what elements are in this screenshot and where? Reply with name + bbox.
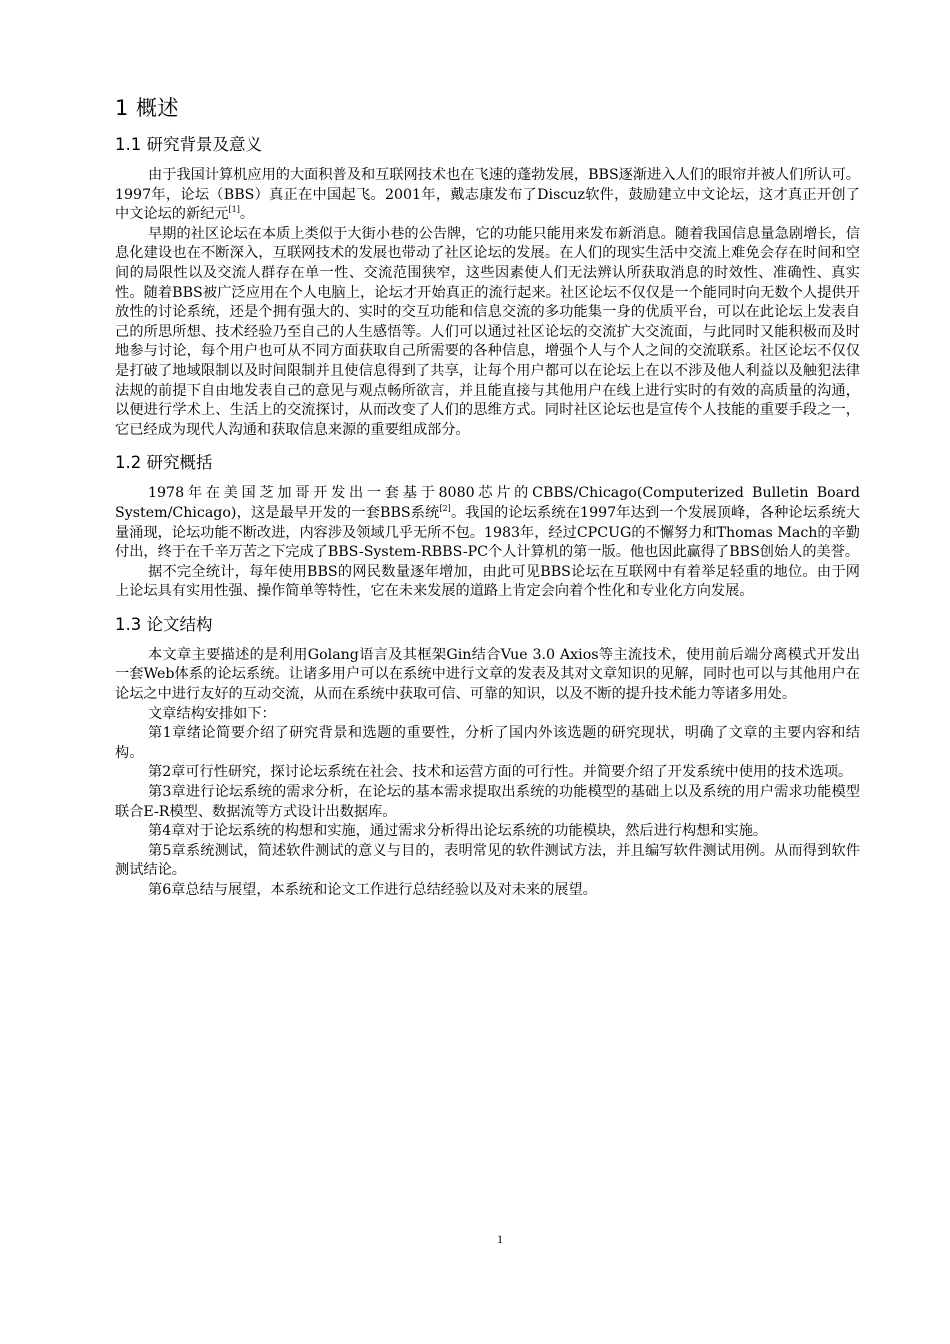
section-title: 1.3 论文结构 (115, 614, 213, 634)
paragraph-text: 早期的社区论坛在本质上类似于大街小巷的公告牌，它的功能只能用来发布新消息。随着我国信息量急剧增长，信息化建设也在不断深入，互联网技术的发展也带动了社区论坛的发展。在人们的现实生活中交流上难免会存在时间和空间的局限性以及交流人群存在单一性、交流范围狭窄，这些因素使人们无法辨认所获取消息的时效性、准确性、真实性。随着BBS被广泛应用在个人电脑上，论坛才开始真正的流行起来。社区论坛不仅仅是一个能同时向无数个人提供开放性的讨论系统，还是个拥有强大的、实时的交互功能和信息交流的多功能集一身的优质平台，可以在此论坛上发表自己的所思所想、技术经验乃至自己的人生感悟等。人们可以通过社区论坛的交流扩大交流面，与此同时又能积极而及时地参与讨论，每个用户也可从不同方面获取自己所需要的各种信息，增强个人与个人之间的交流联系。社区论坛不仅仅是打破了地域限制以及时间限制并且使信息得到了共享，让每个用户都可以在论坛上在以不涉及他人利益以及触犯法律法规的前提下自由地发表自己的意见与观点畅所欲言，并且能直接与其他用户在线上进行实时的有效的高质量的沟通，以便进行学术上、生活上的交流探讨，从而改变了人们的思维方式。同时社区论坛也是宣传个人技能的重要手段之一，它已经成为现代人沟通和获取信息来源的重要组成部分。 (115, 225, 860, 438)
chapter-heading: 1 概述 (115, 96, 180, 120)
paragraph-text: 第3章进行论坛系统的需求分析，在论坛的基本需求提取出系统的功能模型的基础上以及系统的用户需求功能模型联合E-R模型、数据流等方式设计出数据库。 (115, 784, 860, 820)
paragraph (115, 484, 860, 562)
paragraph-text: 1978年在美国芝加哥开发出一套基于8080芯片的CBBS/Chicago(Computerized Bulletin Board System/Chicago)，这是最早开发的一套BBS系统 (115, 485, 860, 521)
paragraph (115, 763, 860, 783)
citation-ref: [2] (439, 503, 451, 513)
paragraph (115, 783, 860, 822)
paragraph (115, 822, 860, 842)
paragraph-text: 第2章可行性研究，探讨论坛系统在社会、技术和运营方面的可行性。并简要介绍了开发系统中使用的技术选项。 (148, 764, 853, 781)
page-content (115, 94, 860, 913)
section-structure (115, 614, 860, 901)
section-background (115, 134, 860, 440)
section-title: 1.1 研究背景及意义 (115, 135, 262, 154)
paragraph (115, 724, 860, 763)
paragraph-text: 由于我国计算机应用的大面积普及和互联网技术也在飞速的蓬勃发展，BBS逐渐进入人们的眼帘并被人们所认可。1997年，论坛（BBS）真正在中国起飞。2001年，戴志康发布了Discuz软件，鼓励建立中文论坛，这才真正开创了中文论坛的新纪元 (115, 167, 860, 223)
section-title: 1.2 研究概括 (115, 453, 213, 473)
paragraph-text: 文章结构安排如下： (148, 705, 276, 722)
paragraph-text: 据不完全统计，每年使用BBS的网民数量逐年增加，由此可见BBS论坛在互联网中有着举足轻重的地位。由于网上论坛具有实用性强、操作简单等特性，它在未来发展的道路上肯定会向着个性化和专业化方向发展。 (115, 563, 860, 600)
paragraph-text: 本文章主要描述的是利用Golang语言及其框架Gin结合Vue 3.0 Axios等主流技术，使用前后端分离模式开发出一套Web体系的论坛系统。让诸多用户可以在系统中进行文章的发表及其对文章知识的见解，同时也可以与其他用户在论坛之中进行友好的互动交流，从而在系统中获取可信、可靠的知识，以及不断的提升技术能力等诸多用处。 (115, 646, 860, 703)
paragraph (115, 705, 860, 725)
paragraph (115, 166, 860, 225)
paragraph (115, 225, 860, 441)
citation-ref: [1] (228, 205, 240, 215)
paragraph-text: 第1章绪论简要介绍了研究背景和选题的重要性，分析了国内外该选题的研究现状，明确了文章的主要内容和结构。 (115, 725, 860, 761)
paragraph (115, 842, 860, 881)
section-overview (115, 452, 860, 602)
paragraph-text: 第5章系统测试，简述软件测试的意义与目的，表明常见的软件测试方法，并且编写软件测试用例。从而得到软件测试结论。 (115, 842, 860, 879)
paragraph-text: 第6章总结与展望，本系统和论文工作进行总结经验以及对未来的展望。 (148, 882, 597, 898)
paragraph (115, 563, 860, 602)
paragraph (115, 646, 860, 705)
paragraph (115, 881, 860, 901)
paragraph-text: 。我国的论坛系统在1997年达到一个发展顶峰，各种论坛系统大量涌现，论坛功能不断改进，内容涉及领域几乎无所不包。1983年，经过CPCUG的不懈努力和Thomas Mach的辛勤付出，终于在千辛万苦之下完成了BBS-System-RBBS-PC个人计算机的第一版。他也因此赢得了BBS创始人的美誉。 (115, 504, 860, 561)
paragraph-text: 。 (239, 206, 255, 223)
page-number: 1 (497, 1232, 503, 1246)
paragraph-text: 第4章对于论坛系统的构想和实施，通过需求分析得出论坛系统的功能模块，然后进行构想和实施。 (148, 823, 768, 840)
